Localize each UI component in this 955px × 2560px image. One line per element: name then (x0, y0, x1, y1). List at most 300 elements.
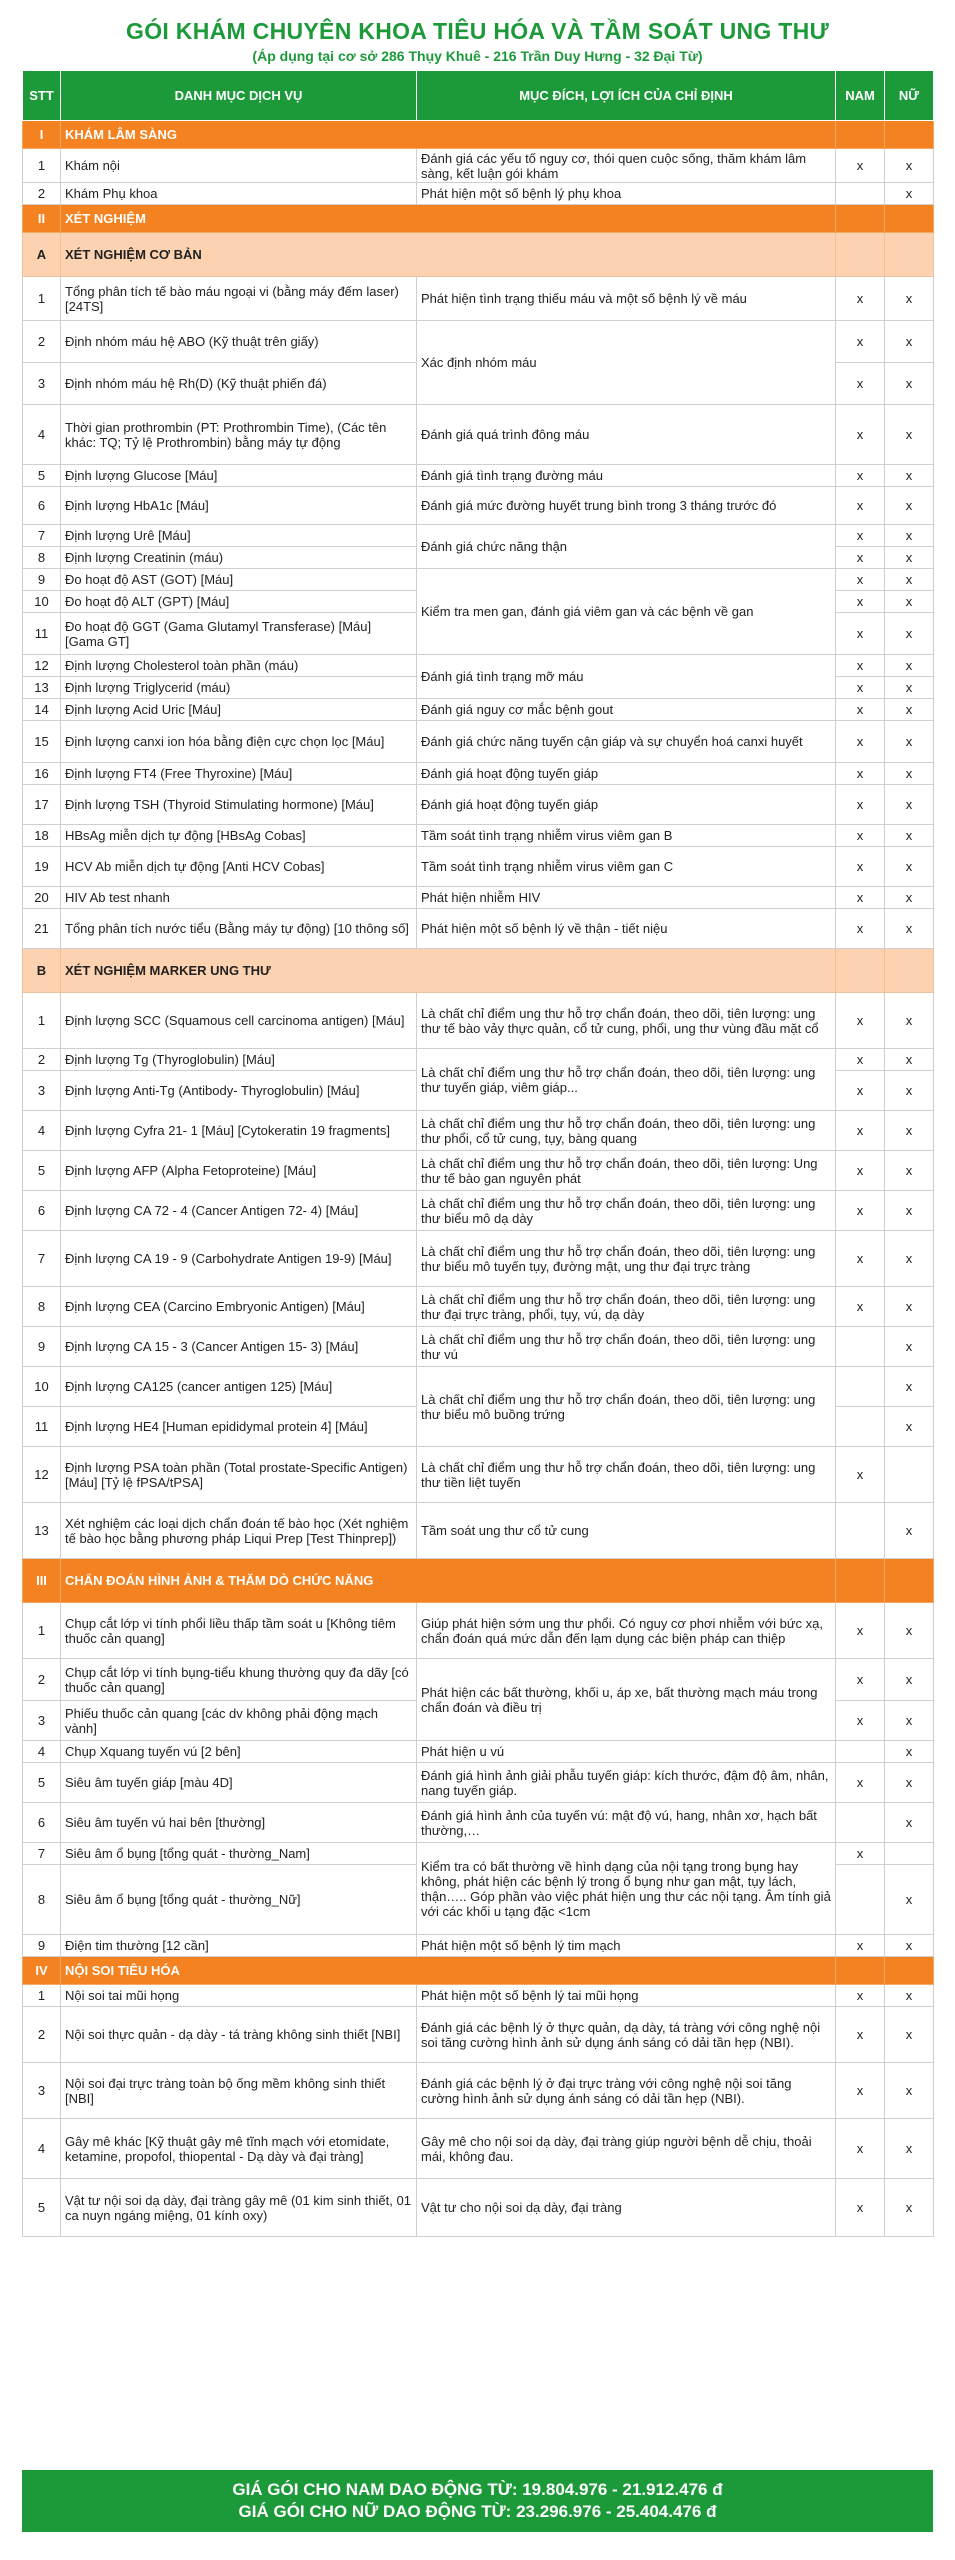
purpose-text: Đánh giá tình trạng đường máu (417, 465, 836, 487)
row-number: 17 (23, 785, 61, 825)
section-row (23, 1559, 934, 1603)
male-mark (836, 1803, 885, 1843)
header-purpose: MỤC ĐÍCH, LỢI ÍCH CỦA CHỈ ĐỊNH (417, 71, 836, 121)
table-row (23, 887, 934, 909)
section-female-cell (885, 949, 934, 993)
female-mark: x (885, 487, 934, 525)
row-number: 4 (23, 2119, 61, 2179)
row-number: 4 (23, 405, 61, 465)
female-mark: x (885, 1327, 934, 1367)
purpose-text: Đánh giá chức năng tuyến cận giáp và sự chuyển hoá canxi huyết (417, 721, 836, 763)
male-mark: x (836, 699, 885, 721)
male-mark (836, 183, 885, 205)
female-mark: x (885, 825, 934, 847)
section-title: XÉT NGHIỆM CƠ BẢN (61, 233, 836, 277)
female-mark: x (885, 591, 934, 613)
male-mark: x (836, 1985, 885, 2007)
purpose-text: Đánh giá chức năng thận (417, 525, 836, 569)
service-name: HBsAg miễn dịch tự động [HBsAg Cobas] (61, 825, 417, 847)
table-row (23, 2063, 934, 2119)
male-mark: x (836, 1935, 885, 1957)
purpose-text: Là chất chỉ điểm ung thư hỗ trợ chẩn đoán, theo dõi, tiên lượng: ung thư tiền liệt tuyến (417, 1447, 836, 1503)
male-mark: x (836, 1231, 885, 1287)
female-price: GIÁ GÓI CHO NỮ DAO ĐỘNG TỪ: 23.296.976 - 25.404.476 đ (238, 2502, 717, 2521)
service-name: Định lượng CA125 (cancer antigen 125) [Máu] (61, 1367, 417, 1407)
purpose-text: Là chất chỉ điểm ung thư hỗ trợ chẩn đoán, theo dõi, tiên lượng: ung thư tuyến giáp, viêm giáp... (417, 1049, 836, 1111)
row-number: 18 (23, 825, 61, 847)
male-mark: x (836, 613, 885, 655)
row-number: 8 (23, 1287, 61, 1327)
female-mark: x (885, 2179, 934, 2237)
row-number: 10 (23, 591, 61, 613)
table-body (23, 121, 934, 2237)
male-mark: x (836, 1763, 885, 1803)
row-number: 2 (23, 183, 61, 205)
male-mark: x (836, 909, 885, 949)
female-mark: x (885, 547, 934, 569)
female-mark: x (885, 1231, 934, 1287)
purpose-text: Tầm soát ung thư cổ tử cung (417, 1503, 836, 1559)
section-male-cell (836, 1957, 885, 1985)
service-name: HIV Ab test nhanh (61, 887, 417, 909)
header-service: DANH MỤC DỊCH VỤ (61, 71, 417, 121)
table-row (23, 1935, 934, 1957)
female-mark: x (885, 405, 934, 465)
section-number: A (23, 233, 61, 277)
male-mark (836, 1407, 885, 1447)
table-row (23, 2119, 934, 2179)
purpose-text: Là chất chỉ điểm ung thư hỗ trợ chẩn đoán, theo dõi, tiên lượng: ung thư biểu mô tuyến tụy, đường mật, ung thư đại trực tràng (417, 1231, 836, 1287)
female-mark (885, 1447, 934, 1503)
female-mark: x (885, 1151, 934, 1191)
row-number: 6 (23, 1803, 61, 1843)
row-number: 3 (23, 2063, 61, 2119)
section-number: B (23, 949, 61, 993)
table-row (23, 405, 934, 465)
header (0, 0, 955, 68)
purpose-text: Là chất chỉ điểm ung thư hỗ trợ chẩn đoán, theo dõi, tiên lượng: ung thư vú (417, 1327, 836, 1367)
purpose-text: Đánh giá hoạt động tuyến giáp (417, 785, 836, 825)
service-name: Định lượng Triglycerid (máu) (61, 677, 417, 699)
female-mark: x (885, 699, 934, 721)
page-subtitle: (Áp dụng tại cơ sở 286 Thụy Khuê - 216 Trần Duy Hưng - 32 Đại Từ) (252, 48, 703, 64)
section-number: IV (23, 1957, 61, 1985)
female-mark: x (885, 677, 934, 699)
service-name: Tổng phân tích tế bào máu ngoại vi (bằng máy đếm laser) [24TS] (61, 277, 417, 321)
section-number: I (23, 121, 61, 149)
section-row (23, 205, 934, 233)
female-mark: x (885, 277, 934, 321)
male-mark: x (836, 1151, 885, 1191)
service-name: Chụp cắt lớp vi tính bụng-tiểu khung thường quy đa dãy [có thuốc cản quang] (61, 1659, 417, 1701)
purpose-text: Vật tư cho nội soi dạ dày, đại tràng (417, 2179, 836, 2237)
service-name: Nội soi tai mũi họng (61, 1985, 417, 2007)
purpose-text: Đánh giá các bệnh lý ở đại trực tràng với công nghệ nội soi tăng cường hình ảnh sử dụng ánh sáng có dải tần hẹp (NBI). (417, 2063, 836, 2119)
purpose-text: Đánh giá các yếu tố nguy cơ, thói quen cuộc sống, thăm khám lâm sàng, kết luận gói khám (417, 149, 836, 183)
service-name: Đo hoạt độ GGT (Gama Glutamyl Transferase) [Máu] [Gama GT] (61, 613, 417, 655)
service-name: Định lượng CA 15 - 3 (Cancer Antigen 15- 3) [Máu] (61, 1327, 417, 1367)
service-name: Nội soi đại trực tràng toàn bộ ống mềm không sinh thiết [NBI] (61, 2063, 417, 2119)
service-name: Vật tư nội soi dạ dày, đại tràng gây mê (01 kim sinh thiết, 01 ca nuyn ngáng miệng, 01 kính oxy) (61, 2179, 417, 2237)
purpose-text: Đánh giá nguy cơ mắc bệnh gout (417, 699, 836, 721)
male-mark: x (836, 405, 885, 465)
purpose-text: Đánh giá hình ảnh giải phẫu tuyến giáp: kích thước, đậm độ âm, nhân, nang tuyến giáp. (417, 1763, 836, 1803)
service-name: Siêu âm tuyến vú hai bên [thường] (61, 1803, 417, 1843)
table-row (23, 1327, 934, 1367)
purpose-text: Tầm soát tình trạng nhiễm virus viêm gan C (417, 847, 836, 887)
male-mark: x (836, 993, 885, 1049)
male-mark (836, 1503, 885, 1559)
male-mark (836, 1327, 885, 1367)
male-mark: x (836, 2119, 885, 2179)
table-row (23, 993, 934, 1049)
service-name: Thời gian prothrombin (PT: Prothrombin Time), (Các tên khác: TQ; Tỷ lệ Prothrombin) bằng máy tự động (61, 405, 417, 465)
male-mark: x (836, 149, 885, 183)
female-mark: x (885, 2119, 934, 2179)
female-mark: x (885, 1049, 934, 1071)
purpose-text: Đánh giá mức đường huyết trung bình trong 3 tháng trước đó (417, 487, 836, 525)
row-number: 2 (23, 321, 61, 363)
section-title: CHẨN ĐOÁN HÌNH ẢNH & THĂM DÒ CHỨC NĂNG (61, 1559, 836, 1603)
service-name: Chụp Xquang tuyến vú [2 bên] (61, 1741, 417, 1763)
female-mark: x (885, 785, 934, 825)
male-mark: x (836, 1603, 885, 1659)
row-number: 21 (23, 909, 61, 949)
table-row (23, 1659, 934, 1701)
purpose-text: Phát hiện u vú (417, 1741, 836, 1763)
service-name: Định lượng Cholesterol toàn phần (máu) (61, 655, 417, 677)
female-mark: x (885, 1741, 934, 1763)
male-mark: x (836, 321, 885, 363)
purpose-text: Tầm soát tình trạng nhiễm virus viêm gan B (417, 825, 836, 847)
service-name: Định lượng FT4 (Free Thyroxine) [Máu] (61, 763, 417, 785)
purpose-text: Là chất chỉ điểm ung thư hỗ trợ chẩn đoán, theo dõi, tiên lượng: ung thư phổi, cổ tử cung, tụy, bàng quang (417, 1111, 836, 1151)
table-header-row (23, 71, 934, 121)
service-name: Định lượng HE4 [Human epididymal protein 4] [Máu] (61, 1407, 417, 1447)
female-mark: x (885, 1071, 934, 1111)
row-number: 5 (23, 1151, 61, 1191)
female-mark: x (885, 363, 934, 405)
section-female-cell (885, 1957, 934, 1985)
service-name: HCV Ab miễn dịch tự động [Anti HCV Cobas] (61, 847, 417, 887)
row-number: 9 (23, 1327, 61, 1367)
row-number: 15 (23, 721, 61, 763)
service-name: Định lượng Creatinin (máu) (61, 547, 417, 569)
service-name: Khám nội (61, 149, 417, 183)
female-mark: x (885, 887, 934, 909)
row-number: 1 (23, 993, 61, 1049)
row-number: 10 (23, 1367, 61, 1407)
service-name: Định lượng Anti-Tg (Antibody- Thyroglobulin) [Máu] (61, 1071, 417, 1111)
service-name: Định lượng CEA (Carcino Embryonic Antigen) [Máu] (61, 1287, 417, 1327)
row-number: 12 (23, 1447, 61, 1503)
row-number: 7 (23, 1231, 61, 1287)
service-table-wrap (22, 70, 933, 2237)
male-mark: x (836, 1111, 885, 1151)
row-number: 11 (23, 1407, 61, 1447)
male-price: GIÁ GÓI CHO NAM DAO ĐỘNG TỪ: 19.804.976 - 21.912.476 đ (232, 2480, 723, 2499)
female-mark: x (885, 1111, 934, 1151)
service-name: Điện tim thường [12 cần] (61, 1935, 417, 1957)
section-title: NỘI SOI TIÊU HÓA (61, 1957, 836, 1985)
section-male-cell (836, 949, 885, 993)
purpose-text: Phát hiện các bất thường, khối u, áp xe, bất thường mạch máu trong chẩn đoán và điều trị (417, 1659, 836, 1741)
table-row (23, 763, 934, 785)
male-mark: x (836, 887, 885, 909)
section-female-cell (885, 1559, 934, 1603)
purpose-text: Đánh giá hoạt động tuyến giáp (417, 763, 836, 785)
section-female-cell (885, 121, 934, 149)
female-mark: x (885, 1503, 934, 1559)
purpose-text: Là chất chỉ điểm ung thư hỗ trợ chẩn đoán, theo dõi, tiên lượng: ung thư tế bào vảy thực quản, cổ tử cung, phổi, ung thư vùng đầu mặt cổ (417, 993, 836, 1049)
service-name: Đo hoạt độ AST (GOT) [Máu] (61, 569, 417, 591)
service-name: Gây mê khác [Kỹ thuật gây mê tĩnh mạch với etomidate, ketamine, propofol, thiopental - Dạ dày và đại tràng] (61, 2119, 417, 2179)
male-mark (836, 1741, 885, 1763)
purpose-text: Đánh giá tình trạng mỡ máu (417, 655, 836, 699)
female-mark: x (885, 993, 934, 1049)
row-number: 1 (23, 149, 61, 183)
service-name: Định lượng Urê [Máu] (61, 525, 417, 547)
section-title: XÉT NGHIỆM (61, 205, 836, 233)
table-row (23, 1049, 934, 1071)
purpose-text: Đánh giá quá trình đông máu (417, 405, 836, 465)
table-row (23, 1763, 934, 1803)
row-number: 3 (23, 363, 61, 405)
section-male-cell (836, 121, 885, 149)
subsection-row (23, 949, 934, 993)
purpose-text: Kiểm tra men gan, đánh giá viêm gan và các bệnh về gan (417, 569, 836, 655)
row-number: 8 (23, 1865, 61, 1935)
male-mark: x (836, 1071, 885, 1111)
female-mark: x (885, 847, 934, 887)
service-name: Định lượng CA 72 - 4 (Cancer Antigen 72- 4) [Máu] (61, 1191, 417, 1231)
row-number: 19 (23, 847, 61, 887)
male-mark: x (836, 1843, 885, 1865)
table-row (23, 1803, 934, 1843)
table-row (23, 183, 934, 205)
row-number: 13 (23, 677, 61, 699)
female-mark: x (885, 321, 934, 363)
female-mark (885, 1843, 934, 1865)
female-mark: x (885, 1865, 934, 1935)
purpose-text: Là chất chỉ điểm ung thư hỗ trợ chẩn đoán, theo dõi, tiên lượng: ung thư biểu mô buồng trứng (417, 1367, 836, 1447)
male-mark: x (836, 487, 885, 525)
table-row (23, 321, 934, 363)
row-number: 16 (23, 763, 61, 785)
service-name: Siêu âm tuyến giáp [màu 4D] (61, 1763, 417, 1803)
male-mark: x (836, 677, 885, 699)
page-title: GÓI KHÁM CHUYÊN KHOA TIÊU HÓA VÀ TẦM SOÁT UNG THƯ (126, 18, 829, 44)
section-title: XÉT NGHIỆM MARKER UNG THƯ (61, 949, 836, 993)
service-name: Phiếu thuốc cản quang [các dv không phải động mạch vành] (61, 1701, 417, 1741)
service-name: Định lượng SCC (Squamous cell carcinoma antigen) [Máu] (61, 993, 417, 1049)
row-number: 1 (23, 1603, 61, 1659)
female-mark: x (885, 2063, 934, 2119)
male-mark: x (836, 2063, 885, 2119)
service-name: Nội soi thực quản - dạ dày - tá tràng không sinh thiết [NBI] (61, 2007, 417, 2063)
table-row (23, 1985, 934, 2007)
table-row (23, 569, 934, 591)
row-number: 6 (23, 1191, 61, 1231)
purpose-text: Là chất chỉ điểm ung thư hỗ trợ chẩn đoán, theo dõi, tiên lượng: ung thư đại trực tràng, phổi, tụy, vú, dạ dày (417, 1287, 836, 1327)
row-number: 3 (23, 1071, 61, 1111)
table-row (23, 2007, 934, 2063)
purpose-text: Phát hiện một số bệnh lý tim mạch (417, 1935, 836, 1957)
row-number: 7 (23, 525, 61, 547)
service-name: Định lượng TSH (Thyroid Stimulating hormone) [Máu] (61, 785, 417, 825)
service-name: Định lượng Tg (Thyroglobulin) [Máu] (61, 1049, 417, 1071)
female-mark: x (885, 1763, 934, 1803)
male-mark: x (836, 763, 885, 785)
table-row (23, 655, 934, 677)
female-mark: x (885, 465, 934, 487)
table-row (23, 1287, 934, 1327)
male-mark: x (836, 1659, 885, 1701)
section-male-cell (836, 205, 885, 233)
row-number: 7 (23, 1843, 61, 1865)
table-row (23, 277, 934, 321)
purpose-text: Phát hiện tình trạng thiếu máu và một số bệnh lý về máu (417, 277, 836, 321)
table-row (23, 1111, 934, 1151)
row-number: 2 (23, 1049, 61, 1071)
row-number: 1 (23, 1985, 61, 2007)
service-table (22, 70, 934, 2237)
service-name: Siêu âm ổ bụng [tổng quát - thường_Nữ] (61, 1865, 417, 1935)
male-mark: x (836, 525, 885, 547)
purpose-text: Phát hiện nhiễm HIV (417, 887, 836, 909)
header-female: NỮ (885, 71, 934, 121)
row-number: 2 (23, 1659, 61, 1701)
section-row (23, 1957, 934, 1985)
table-row (23, 1843, 934, 1865)
table-row (23, 1741, 934, 1763)
male-mark: x (836, 847, 885, 887)
table-row (23, 699, 934, 721)
section-female-cell (885, 205, 934, 233)
male-mark: x (836, 1701, 885, 1741)
service-name: Định lượng AFP (Alpha Fetoproteine) [Máu] (61, 1151, 417, 1191)
service-name: Xét nghiệm các loại dịch chẩn đoán tế bào học (Xét nghiệm tế bào học bằng phương pháp Liqui Prep [Test Thinprep]) (61, 1503, 417, 1559)
male-mark (836, 1865, 885, 1935)
male-mark: x (836, 2179, 885, 2237)
row-number: 5 (23, 465, 61, 487)
section-female-cell (885, 233, 934, 277)
row-number: 5 (23, 1763, 61, 1803)
female-mark: x (885, 1935, 934, 1957)
table-row (23, 2179, 934, 2237)
service-name: Khám Phụ khoa (61, 183, 417, 205)
service-name: Đo hoạt độ ALT (GPT) [Máu] (61, 591, 417, 613)
purpose-text: Xác định nhóm máu (417, 321, 836, 405)
female-mark: x (885, 1701, 934, 1741)
table-row (23, 909, 934, 949)
purpose-text: Gây mê cho nội soi dạ dày, đại tràng giúp người bệnh dễ chịu, thoải mái, không đau. (417, 2119, 836, 2179)
row-number: 3 (23, 1701, 61, 1741)
table-row (23, 525, 934, 547)
row-number: 2 (23, 2007, 61, 2063)
section-title: KHÁM LÂM SÀNG (61, 121, 836, 149)
male-mark: x (836, 1447, 885, 1503)
female-mark: x (885, 569, 934, 591)
table-row (23, 149, 934, 183)
male-mark: x (836, 569, 885, 591)
male-mark: x (836, 591, 885, 613)
price-footer (22, 2470, 933, 2532)
row-number: 1 (23, 277, 61, 321)
table-row (23, 721, 934, 763)
service-name: Định lượng Acid Uric [Máu] (61, 699, 417, 721)
female-mark: x (885, 655, 934, 677)
female-mark: x (885, 909, 934, 949)
female-mark: x (885, 183, 934, 205)
purpose-text: Đánh giá các bệnh lý ở thực quản, dạ dày, tá tràng với công nghệ nội soi tăng cường hình ảnh sử dụng ánh sáng có dải tần hẹp (NBI). (417, 2007, 836, 2063)
row-number: 4 (23, 1111, 61, 1151)
row-number: 5 (23, 2179, 61, 2237)
table-row (23, 825, 934, 847)
service-name: Tổng phân tích nước tiểu (Bằng máy tự động) [10 thông số] (61, 909, 417, 949)
table-row (23, 1367, 934, 1407)
row-number: 14 (23, 699, 61, 721)
male-mark: x (836, 2007, 885, 2063)
row-number: 11 (23, 613, 61, 655)
row-number: 9 (23, 569, 61, 591)
service-name: Định lượng HbA1c [Máu] (61, 487, 417, 525)
subsection-row (23, 233, 934, 277)
section-male-cell (836, 233, 885, 277)
table-row (23, 785, 934, 825)
row-number: 13 (23, 1503, 61, 1559)
purpose-text: Kiểm tra có bất thường về hình dạng của nội tạng trong bụng hay không, phát hiện các bệnh lý trong ổ bụng như gan mật, tụy lách, thận….. Góp phần vào việc phát hiện ung thư các nội tạng. Âm tính giả với các khối u tạng đặc <1cm (417, 1843, 836, 1935)
service-name: Siêu âm ổ bụng [tổng quát - thường_Nam] (61, 1843, 417, 1865)
male-mark: x (836, 465, 885, 487)
table-row (23, 1503, 934, 1559)
male-mark: x (836, 1287, 885, 1327)
row-number: 9 (23, 1935, 61, 1957)
female-mark: x (885, 763, 934, 785)
purpose-text: Giúp phát hiện sớm ung thư phổi. Có nguy cơ phơi nhiễm với bức xạ, chẩn đoán quá mức dẫn đến lạm dụng các biện pháp can thiệp (417, 1603, 836, 1659)
female-mark: x (885, 1191, 934, 1231)
row-number: 20 (23, 887, 61, 909)
male-mark: x (836, 1049, 885, 1071)
male-mark: x (836, 825, 885, 847)
male-mark (836, 1367, 885, 1407)
table-row (23, 487, 934, 525)
table-row (23, 1447, 934, 1503)
service-name: Định lượng CA 19 - 9 (Carbohydrate Antigen 19-9) [Máu] (61, 1231, 417, 1287)
male-mark: x (836, 721, 885, 763)
service-name: Định lượng Glucose [Máu] (61, 465, 417, 487)
section-row (23, 121, 934, 149)
section-male-cell (836, 1559, 885, 1603)
purpose-text: Là chất chỉ điểm ung thư hỗ trợ chẩn đoán, theo dõi, tiên lượng: Ung thư tế bào gan nguyên phát (417, 1151, 836, 1191)
male-mark: x (836, 785, 885, 825)
female-mark: x (885, 1287, 934, 1327)
male-mark: x (836, 547, 885, 569)
row-number: 12 (23, 655, 61, 677)
header-stt: STT (23, 71, 61, 121)
female-mark: x (885, 525, 934, 547)
female-mark: x (885, 721, 934, 763)
row-number: 6 (23, 487, 61, 525)
header-male: NAM (836, 71, 885, 121)
purpose-text: Là chất chỉ điểm ung thư hỗ trợ chẩn đoán, theo dõi, tiên lượng: ung thư biểu mô dạ dày (417, 1191, 836, 1231)
service-name: Định lượng PSA toàn phần (Total prostate-Specific Antigen) [Máu] [Tỷ lệ fPSA/tPSA] (61, 1447, 417, 1503)
section-number: III (23, 1559, 61, 1603)
service-name: Định nhóm máu hệ Rh(D) (Kỹ thuật phiến đá) (61, 363, 417, 405)
service-name: Chụp cắt lớp vi tính phổi liều thấp tầm soát u [Không tiêm thuốc cản quang] (61, 1603, 417, 1659)
female-mark: x (885, 149, 934, 183)
male-mark: x (836, 277, 885, 321)
